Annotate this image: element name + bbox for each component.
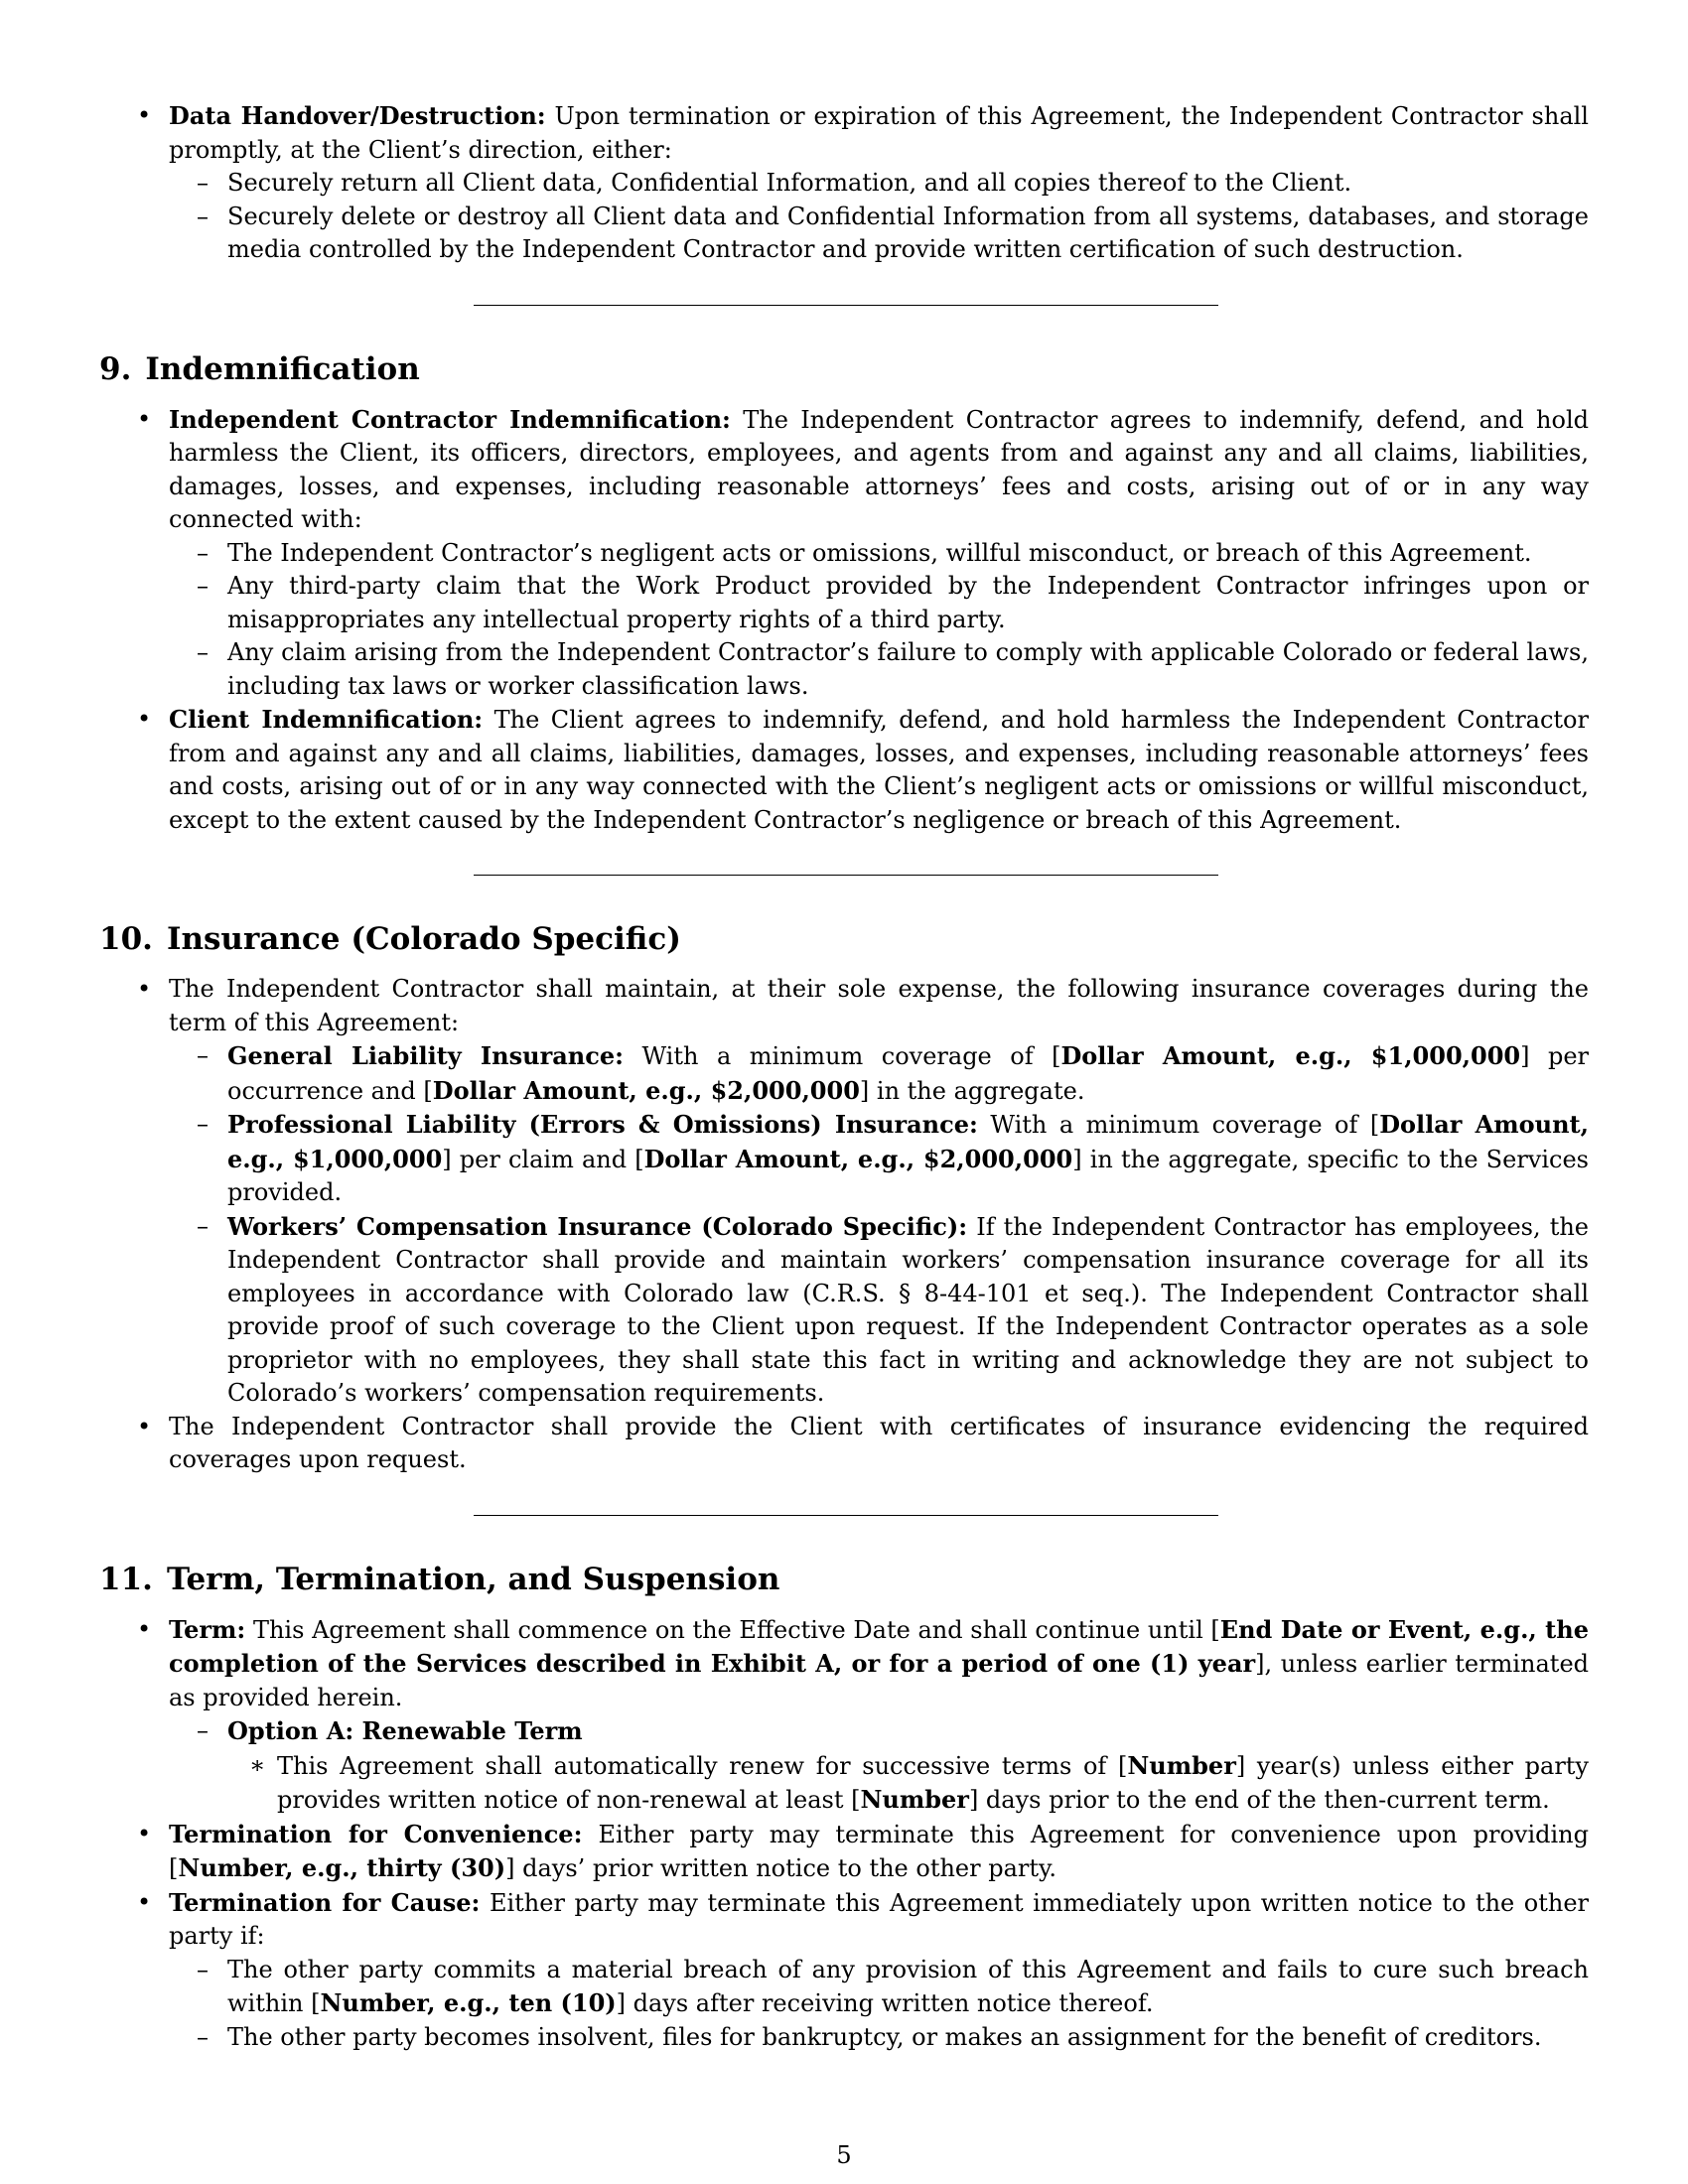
option-a-text-1: This Agreement shall automatically renew for successive terms of [	[277, 1751, 1128, 1780]
general-liability-amount-1: Dollar Amount, e.g., $1,000,000	[1060, 1041, 1521, 1070]
client-indemnification	[99, 703, 1589, 837]
data-handover-destroy: – Securely delete or destroy all Client data and Confidential Information from all systems, databases, and storage media controlled by the Independent Contractor and provide written certification of such destruction.	[169, 201, 1589, 267]
contractor-indemnification-text: The Independent Contractor agrees to indemnify, defend, and hold harmless the Client, its officers, directors, employees, and agents from and against any and all claims, liabilities, damages, losses, and expenses, including reasonable attorneys’ fees and costs, arising out of or in any way connected with:	[169, 405, 1589, 533]
data-handover-list	[99, 99, 1589, 267]
section-10-number: 10.	[99, 921, 153, 957]
section-divider	[474, 305, 1218, 306]
section-11-title: Term, Termination, and Suspension	[166, 1561, 780, 1597]
termination-cause-breach	[169, 1954, 1589, 2021]
option-a-label: Option A: Renewable Term	[227, 1716, 583, 1745]
term-text-1: This Agreement shall commence on the Effective Date and shall continue until [	[245, 1615, 1220, 1644]
page-number: 5	[836, 2141, 852, 2169]
professional-liability-amount-2: Dollar Amount, e.g., $2,000,000	[643, 1144, 1073, 1173]
breach-text-1: The other party commits a material breach of any provision of this Agreement and fails to cure such breach within [	[227, 1955, 1589, 2017]
term-text-2: ], unless earlier terminated as provided herein.	[169, 1650, 1590, 1711]
section-9-list	[99, 403, 1589, 838]
client-indemnification-text: The Client agrees to indemnify, defend, and hold harmless the Independent Contractor from and against any and all claims, liabilities, damages, losses, and expenses, including reasonable attorneys’ fees and costs, arising out of or in any way connected with the Client’s negligent acts or omissions or willful misconduct, except to the extent caused by the Independent Contractor’s negligence or breach of this Agreement.	[169, 706, 1589, 834]
option-a-item	[169, 1714, 1589, 1818]
option-a-text-2: ] year(s) unless either party provides written notice of non-renewal at least [	[277, 1751, 1589, 1814]
data-handover-text: Upon termination or expiration of this Agreement, the Independent Contractor shall promptly, at the Client’s direction, either:	[169, 102, 1589, 164]
data-handover-return: – Securely return all Client data, Confidential Information, and all copies thereof to the Client.	[169, 167, 1589, 201]
breach-number: Number, e.g., ten (10)	[320, 1988, 617, 2017]
general-liability-label: General Liability Insurance:	[227, 1041, 624, 1070]
data-handover-label: Data Handover/Destruction:	[169, 101, 546, 130]
general-liability-text-2: ] per occurrence and [	[227, 1042, 1589, 1105]
section-10-heading	[99, 919, 1589, 959]
professional-liability-text-3: ] in the aggregate, specific to the Services provided.	[227, 1145, 1589, 1206]
data-handover-sublist	[169, 167, 1589, 267]
contractor-indemnification-sublist	[169, 537, 1589, 704]
section-9-number: 9.	[99, 350, 132, 387]
section-divider	[474, 1515, 1218, 1516]
indemnification-item-negligence: – The Independent Contractor’s negligent acts or omissions, willful misconduct, or breach of this Agreement.	[169, 537, 1589, 571]
general-liability-item	[169, 1039, 1589, 1108]
workers-comp-label: Workers’ Compensation Insurance (Colorado Specific):	[227, 1211, 968, 1241]
term-sublist	[169, 1714, 1589, 1818]
termination-convenience-item	[99, 1818, 1589, 1886]
term-end-placeholder: End Date or Event, e.g., the completion of the Services described in Exhibit A, or for a period of one (1) year	[169, 1614, 1589, 1678]
document-page	[99, 99, 1589, 2054]
termination-cause-item	[99, 1886, 1589, 2055]
insurance-sublist	[169, 1039, 1589, 1411]
termination-convenience-number: Number, e.g., thirty (30)	[178, 1853, 506, 1882]
breach-text-2: ] days after receiving written notice thereof.	[616, 1989, 1154, 2017]
professional-liability-label: Professional Liability (Errors & Omissions) Insurance:	[227, 1110, 978, 1139]
section-11-list	[99, 1613, 1589, 2055]
workers-comp-item	[169, 1210, 1589, 1411]
indemnification-item-ip: – Any third-party claim that the Work Product provided by the Independent Contractor infringes upon or misappropriates any intellectual property rights of a third party.	[169, 570, 1589, 636]
option-a-number-2: Number	[860, 1785, 969, 1814]
termination-cause-label: Termination for Cause:	[169, 1887, 481, 1917]
general-liability-text-1: With a minimum coverage of [	[623, 1042, 1061, 1070]
term-item	[99, 1613, 1589, 1818]
section-divider	[474, 875, 1218, 876]
option-a-detail	[227, 1749, 1589, 1818]
insurance-certificates: • The Independent Contractor shall provide the Client with certificates of insurance evidencing the required coverages upon request.	[99, 1411, 1589, 1477]
termination-convenience-label: Termination for Convenience:	[169, 1819, 583, 1848]
termination-convenience-text-2: ] days’ prior written notice to the other party.	[505, 1854, 1057, 1882]
professional-liability-amount-1: Dollar Amount, e.g., $1,000,000	[227, 1110, 1590, 1173]
insurance-intro	[99, 973, 1589, 1411]
section-9-heading	[99, 349, 1589, 389]
section-11-heading	[99, 1560, 1589, 1599]
section-9-title: Indemnification	[145, 350, 420, 387]
data-handover-item	[99, 99, 1589, 267]
indemnification-item-compliance: – Any claim arising from the Independent Contractor’s failure to comply with applicable Colorado or federal laws, including tax laws or worker classification laws.	[169, 636, 1589, 703]
insurance-intro-text: The Independent Contractor shall maintain, at their sole expense, the following insurance coverages during the term of this Agreement:	[169, 975, 1589, 1036]
contractor-indemnification-label: Independent Contractor Indemnification:	[169, 404, 731, 434]
option-a-sublist	[227, 1749, 1589, 1818]
section-11-number: 11.	[99, 1561, 153, 1597]
section-10-list	[99, 973, 1589, 1477]
professional-liability-text-2: ] per claim and [	[442, 1145, 644, 1173]
section-10-title: Insurance (Colorado Specific)	[166, 921, 681, 957]
termination-cause-insolvency: – The other party becomes insolvent, files for bankruptcy, or makes an assignment for the benefit of creditors.	[169, 2021, 1589, 2055]
termination-cause-sublist	[169, 1954, 1589, 2055]
general-liability-amount-2: Dollar Amount, e.g., $2,000,000	[432, 1075, 860, 1105]
general-liability-text-3: ] in the aggregate.	[859, 1076, 1085, 1105]
contractor-indemnification	[99, 403, 1589, 704]
professional-liability-text-1: With a minimum coverage of [	[977, 1111, 1380, 1139]
professional-liability-item	[169, 1108, 1589, 1210]
term-label: Term:	[169, 1614, 246, 1644]
option-a-number-1: Number	[1127, 1750, 1236, 1780]
termination-cause-text: Either party may terminate this Agreement immediately upon written notice to the other party if:	[169, 1888, 1590, 1950]
termination-convenience-text-1: Either party may terminate this Agreement for convenience upon providing [	[169, 1820, 1589, 1882]
workers-comp-text: If the Independent Contractor has employees, the Independent Contractor shall provide and maintain workers’ compensation insurance coverage for all its employees in accordance with Colorado law (C.R.S. § 8-44-101 et seq.). The Independent Contractor shall provide proof of such coverage to the Client upon request. If the Independent Contractor operates as a sole proprietor with no employees, they shall state this fact in writing and acknowledge they are not subject to Colorado’s workers’ compensation requirements.	[227, 1212, 1589, 1407]
client-indemnification-label: Client Indemnification:	[169, 705, 484, 734]
option-a-text-3: ] days prior to the end of the then-current term.	[968, 1786, 1550, 1814]
